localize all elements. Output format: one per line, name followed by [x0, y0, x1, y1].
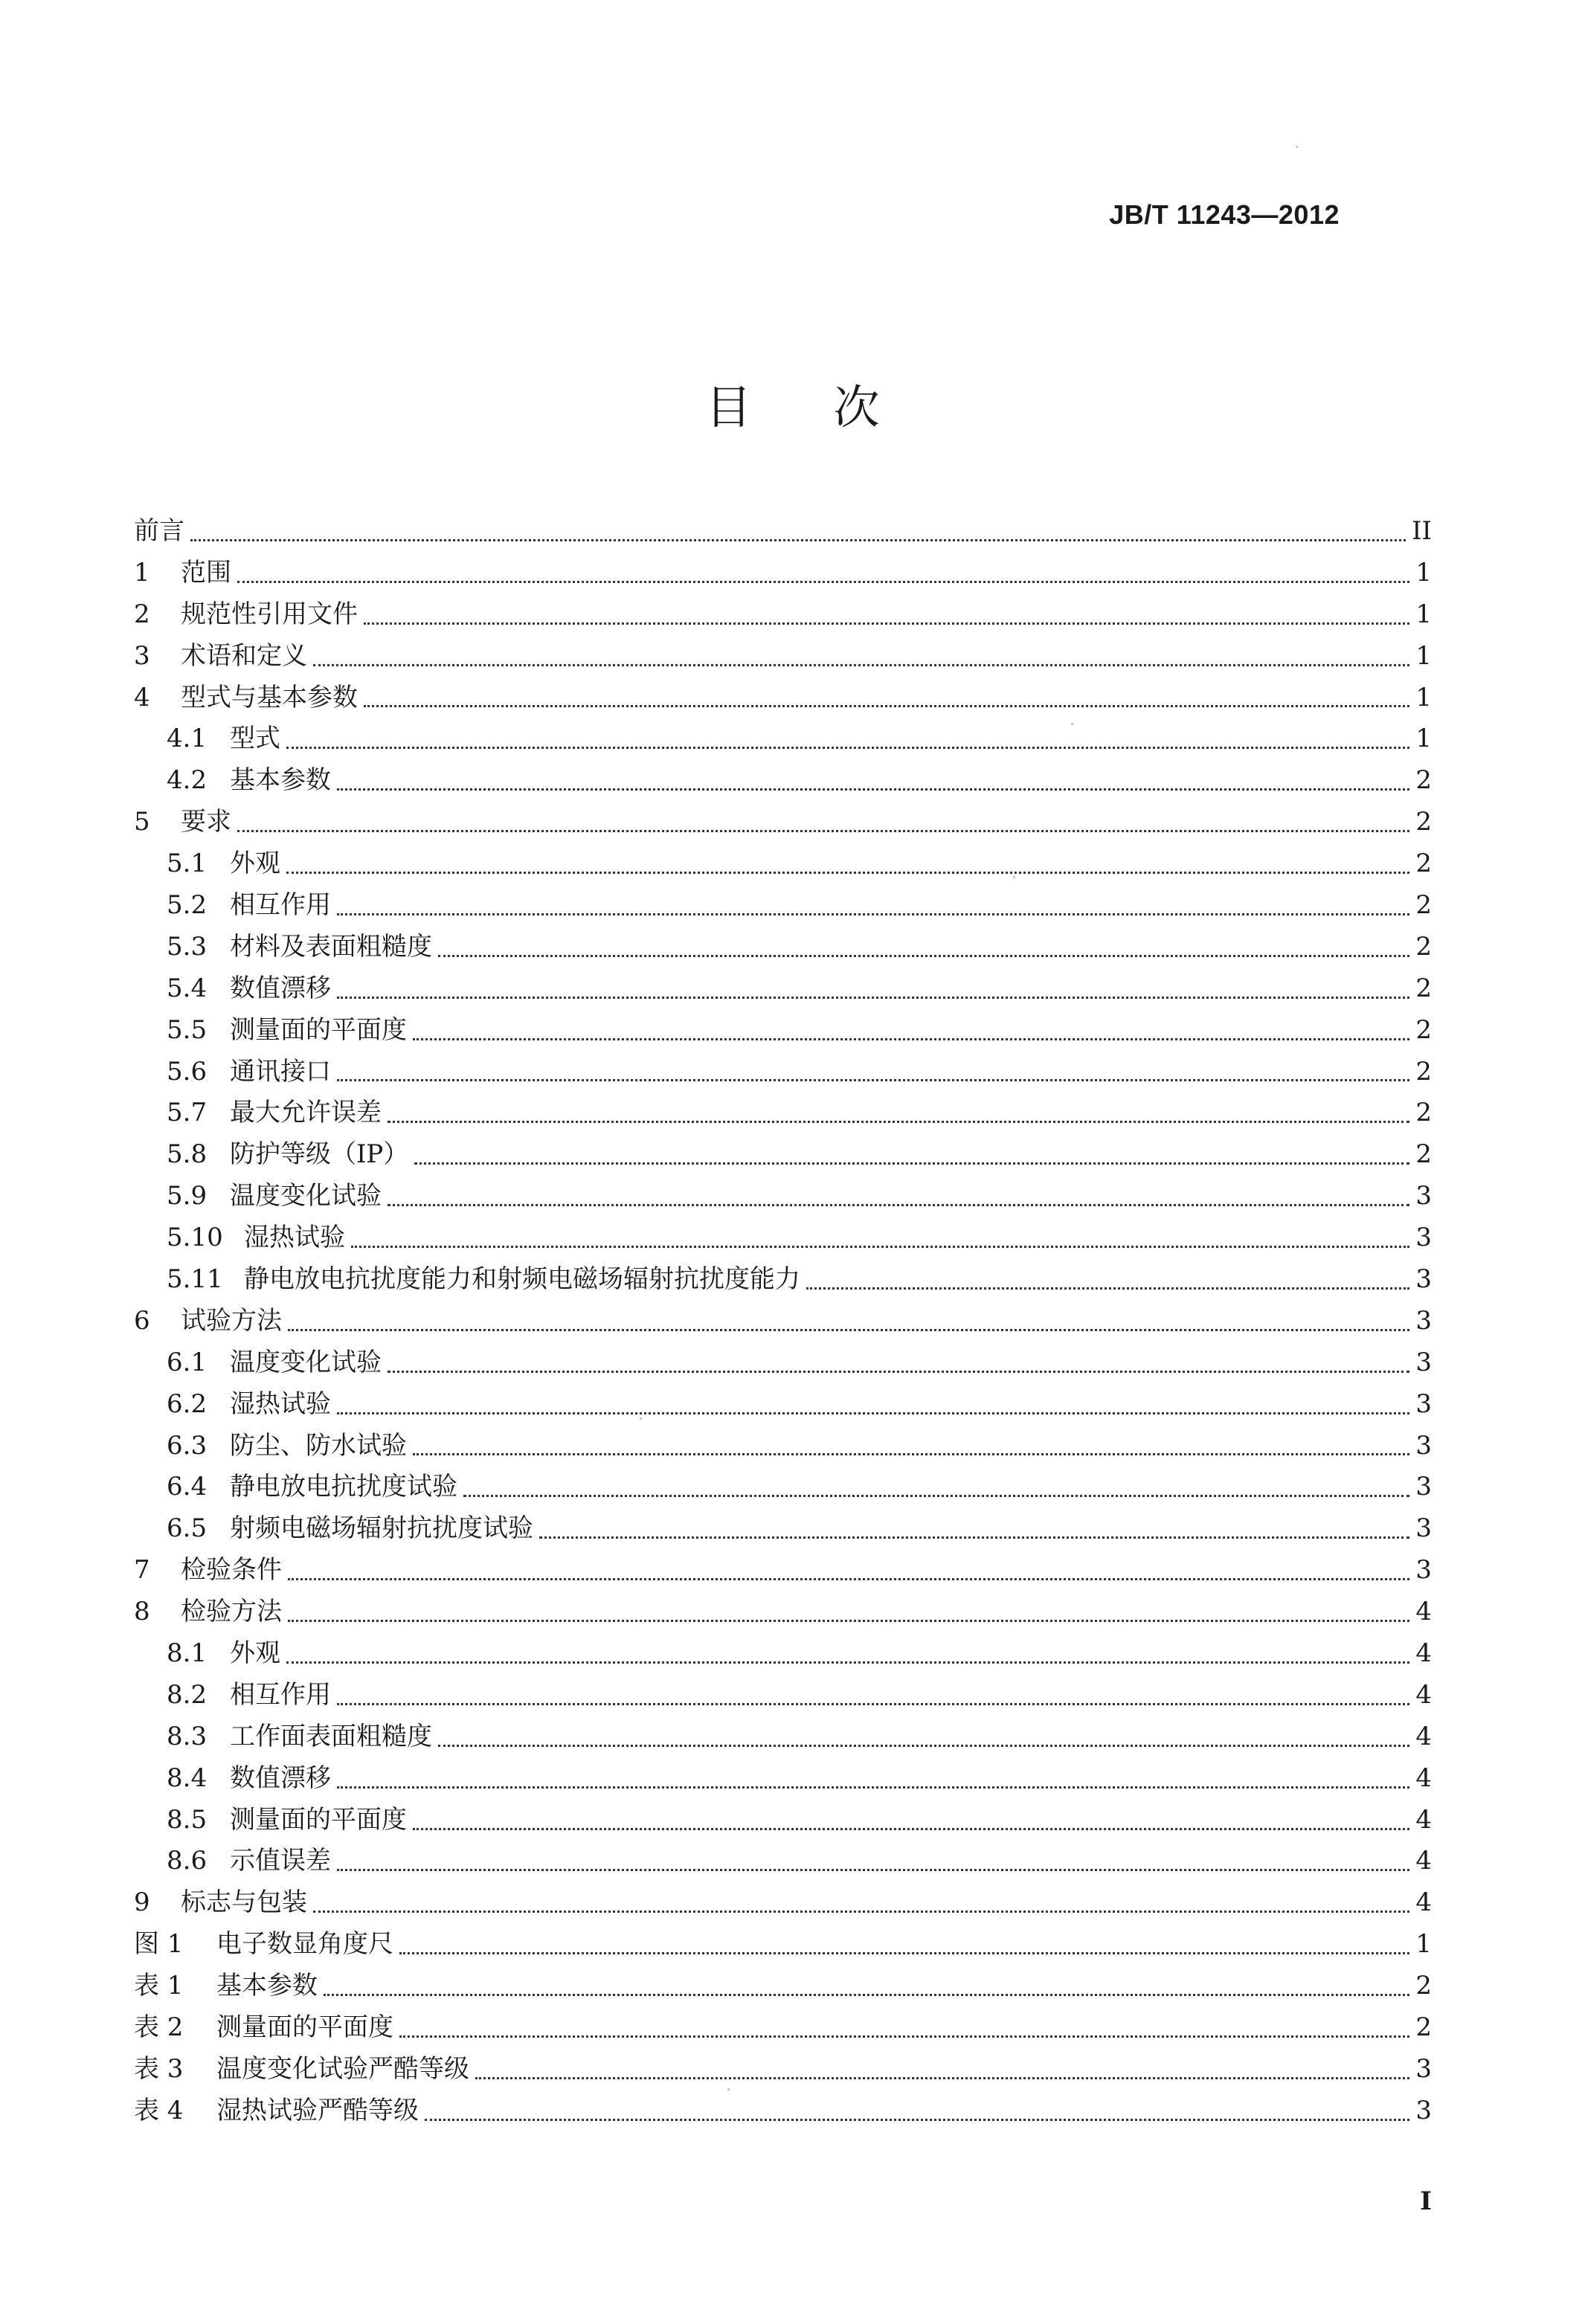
toc-entry-number: 表 4	[134, 2095, 184, 2125]
toc-entry-number: 5.4	[167, 973, 208, 1003]
toc-entry-page: 2	[1415, 2012, 1432, 2042]
toc-entry[interactable]	[134, 593, 1432, 635]
toc-entry-page: 1	[1415, 724, 1432, 754]
dot-leader	[539, 1536, 1409, 1539]
toc-entry-number: 2	[134, 599, 150, 629]
toc-entry-page: 2	[1415, 1056, 1432, 1087]
dot-leader	[425, 2119, 1409, 2121]
toc-entry-title: 静电放电抗扰度能力和射频电磁场辐射抗扰度能力	[244, 1264, 800, 1294]
toc-entry-number: 图 1	[134, 1929, 184, 1960]
standard-code: JB/T 11243—2012	[1109, 199, 1340, 230]
dot-leader	[337, 1869, 1409, 1871]
toc-entry-number: 1	[134, 557, 150, 588]
scan-speck	[1013, 876, 1015, 878]
toc-entry-page: 2	[1415, 1014, 1432, 1045]
toc-entry-page: 4	[1415, 1846, 1432, 1876]
toc-entry[interactable]	[134, 1092, 1432, 1133]
toc-entry-page: 2	[1415, 1098, 1432, 1128]
toc-entry-page: 3	[1415, 1430, 1432, 1461]
toc-entry-number: 5.1	[167, 849, 208, 879]
dot-leader	[324, 1994, 1409, 1996]
toc-entry-number: 5.2	[167, 889, 208, 920]
dot-leader	[286, 747, 1409, 749]
toc-entry-number: 6.4	[167, 1472, 208, 1502]
toc-entry-page: 4	[1415, 1763, 1432, 1793]
toc-entry-number: 5.9	[167, 1181, 208, 1211]
toc-entry-title: 术语和定义	[181, 640, 307, 671]
toc-entry-page: 1	[1415, 1929, 1432, 1960]
toc-entry-title: 工作面表面粗糙度	[230, 1721, 432, 1751]
dot-leader	[288, 1578, 1409, 1580]
toc-entry-page: 4	[1415, 1597, 1432, 1627]
toc-entry-title: 材料及表面粗糙度	[230, 931, 432, 962]
dot-leader	[399, 2035, 1409, 2038]
toc-entry-title: 温度变化试验	[230, 1347, 382, 1377]
dot-leader	[388, 1371, 1409, 1373]
dot-leader	[388, 1121, 1409, 1123]
toc-entry-title: 外观	[230, 1638, 280, 1668]
toc-entry-number: 6.3	[167, 1430, 208, 1461]
toc-entry-page: 1	[1415, 599, 1432, 629]
toc-entry-number: 5.7	[167, 1098, 208, 1128]
toc-entry[interactable]	[134, 1591, 1432, 1632]
toc-entry-title: 数值漂移	[230, 973, 331, 1003]
toc-entry-number: 4.1	[167, 724, 208, 754]
toc-entry-title: 湿热试验	[244, 1223, 345, 1253]
toc-entry-number: 6	[134, 1305, 150, 1336]
toc-entry-page: 2	[1415, 931, 1432, 962]
toc-entry[interactable]	[134, 677, 1432, 718]
dot-leader	[337, 788, 1409, 791]
toc-entry[interactable]	[134, 1217, 1432, 1258]
dot-leader	[388, 1204, 1409, 1206]
toc-entry[interactable]	[134, 968, 1432, 1009]
toc-entry-title: 试验方法	[181, 1305, 282, 1336]
toc-entry-number: 表 1	[134, 1971, 184, 2001]
toc-entry-page: 3	[1415, 1513, 1432, 1544]
toc-entry-title: 基本参数	[230, 765, 331, 796]
toc-entry[interactable]	[134, 635, 1432, 677]
toc-entry[interactable]	[134, 926, 1432, 968]
toc-entry-title: 通讯接口	[230, 1056, 331, 1087]
toc-entry-page: 2	[1415, 889, 1432, 920]
toc-entry-number: 8.3	[167, 1721, 208, 1751]
toc-entry-page: 4	[1415, 1679, 1432, 1710]
toc-entry-page: 3	[1415, 1223, 1432, 1253]
toc-entry[interactable]	[134, 1175, 1432, 1217]
dot-leader	[313, 664, 1409, 666]
toc-entry-title: 型式	[230, 724, 280, 754]
dot-leader	[438, 1745, 1409, 1747]
page-number: I	[1420, 2186, 1432, 2216]
toc-entry-page: 4	[1415, 1721, 1432, 1751]
toc-entry-page: 2	[1415, 807, 1432, 837]
dot-leader	[337, 913, 1409, 915]
toc-entry-title: 最大允许误差	[230, 1098, 382, 1128]
dot-leader	[806, 1287, 1409, 1290]
toc-entry-title: 静电放电抗扰度试验	[230, 1472, 457, 1502]
toc-entry[interactable]	[134, 1425, 1432, 1467]
scan-speck	[1296, 146, 1298, 148]
toc-entry-title: 规范性引用文件	[181, 599, 358, 629]
dot-leader	[337, 1786, 1409, 1789]
toc-entry-title: 防尘、防水试验	[230, 1430, 407, 1461]
toc-entry[interactable]	[134, 1882, 1432, 1923]
toc-entry-title: 湿热试验	[230, 1388, 331, 1419]
toc-entry[interactable]	[134, 2090, 1432, 2131]
toc-entry[interactable]	[134, 1965, 1432, 2006]
table-of-contents	[134, 510, 1432, 2131]
dot-leader	[286, 872, 1409, 874]
toc-entry[interactable]	[134, 1716, 1432, 1757]
toc-entry-page: 3	[1415, 1305, 1432, 1336]
dot-leader	[413, 1453, 1409, 1455]
toc-entry-number: 4	[134, 682, 150, 712]
dot-leader	[337, 1412, 1409, 1414]
toc-entry-page: 4	[1415, 1804, 1432, 1835]
toc-entry-number: 5.8	[167, 1139, 208, 1170]
dot-leader	[237, 581, 1409, 583]
toc-entry[interactable]	[134, 1799, 1432, 1841]
toc-entry-title: 相互作用	[230, 889, 331, 920]
dot-leader	[364, 705, 1409, 707]
toc-entry-page: 3	[1415, 1181, 1432, 1211]
toc-entry-title: 检验条件	[181, 1555, 282, 1586]
toc-entry-number: 8.4	[167, 1763, 208, 1793]
scan-speck	[1071, 723, 1073, 725]
toc-entry-page: II	[1412, 515, 1432, 546]
toc-entry-number: 5.10	[167, 1223, 223, 1253]
toc-entry-page: 3	[1415, 1347, 1432, 1377]
toc-entry-number: 3	[134, 640, 150, 671]
dot-leader	[413, 1038, 1409, 1040]
toc-entry-number: 5.11	[167, 1264, 223, 1294]
toc-entry-number: 5.6	[167, 1056, 208, 1087]
page-title: 目次	[705, 380, 962, 434]
toc-entry-page: 4	[1415, 1638, 1432, 1668]
scan-speck	[727, 2088, 730, 2090]
toc-entry[interactable]	[134, 1383, 1432, 1425]
toc-entry-page: 3	[1415, 1388, 1432, 1419]
dot-leader	[286, 1661, 1409, 1664]
dot-leader	[351, 1246, 1409, 1248]
toc-entry-page: 3	[1415, 2095, 1432, 2125]
toc-entry-page: 2	[1415, 765, 1432, 796]
toc-entry-number: 5.3	[167, 931, 208, 962]
toc-entry[interactable]	[134, 843, 1432, 884]
toc-entry[interactable]	[134, 1507, 1432, 1549]
toc-entry-number: 9	[134, 1887, 150, 1918]
toc-entry[interactable]	[134, 1051, 1432, 1092]
toc-entry[interactable]	[134, 2048, 1432, 2090]
dot-leader	[237, 830, 1409, 832]
toc-entry-title: 湿热试验严酷等级	[216, 2095, 419, 2125]
toc-entry-number: 5	[134, 807, 150, 837]
toc-entry-title: 范围	[181, 557, 231, 588]
toc-entry[interactable]	[134, 1466, 1432, 1507]
dot-leader	[463, 1495, 1409, 1497]
dot-leader	[337, 997, 1409, 999]
toc-entry-title: 要求	[181, 807, 231, 837]
toc-entry-title: 射频电磁场辐射抗扰度试验	[230, 1513, 533, 1544]
toc-entry-title: 外观	[230, 849, 280, 879]
toc-entry[interactable]	[134, 1549, 1432, 1591]
toc-entry[interactable]	[134, 759, 1432, 801]
dot-leader	[337, 1079, 1409, 1081]
toc-entry-title: 示值误差	[230, 1846, 331, 1876]
toc-entry-page: 4	[1415, 1887, 1432, 1918]
toc-entry-title: 相互作用	[230, 1679, 331, 1710]
toc-entry-page: 3	[1415, 1472, 1432, 1502]
toc-entry-title: 温度变化试验	[230, 1181, 382, 1211]
toc-entry[interactable]	[134, 1342, 1432, 1383]
toc-entry-title: 数值漂移	[230, 1763, 331, 1793]
toc-entry-page: 3	[1415, 2053, 1432, 2084]
toc-entry[interactable]	[134, 801, 1432, 843]
toc-entry-page: 2	[1415, 1139, 1432, 1170]
toc-entry[interactable]	[134, 1258, 1432, 1300]
toc-entry[interactable]	[134, 884, 1432, 926]
toc-entry[interactable]	[134, 1133, 1432, 1175]
toc-entry[interactable]	[134, 1632, 1432, 1674]
toc-entry-title: 前言	[134, 515, 184, 546]
toc-entry[interactable]	[134, 552, 1432, 593]
toc-entry-title: 测量面的平面度	[216, 2012, 393, 2042]
toc-entry[interactable]	[134, 1841, 1432, 1882]
toc-entry[interactable]	[134, 718, 1432, 759]
toc-entry-title: 标志与包装	[181, 1887, 307, 1918]
dot-leader	[337, 1703, 1409, 1705]
dot-leader	[414, 1162, 1409, 1165]
dot-leader	[413, 1828, 1409, 1830]
toc-entry-page: 2	[1415, 973, 1432, 1003]
dot-leader	[288, 1620, 1409, 1622]
toc-entry-number: 6.2	[167, 1388, 208, 1419]
toc-entry-title: 电子数显角度尺	[216, 1929, 393, 1960]
toc-entry-title: 基本参数	[216, 1971, 318, 2001]
toc-entry[interactable]	[134, 1757, 1432, 1799]
toc-entry-page: 1	[1415, 682, 1432, 712]
toc-entry-page: 2	[1415, 1971, 1432, 2001]
toc-entry-number: 8.1	[167, 1638, 208, 1668]
toc-entry-number: 表 3	[134, 2053, 184, 2084]
toc-entry-number: 8.5	[167, 1804, 208, 1835]
toc-entry-number: 7	[134, 1555, 150, 1586]
scan-speck	[640, 1417, 642, 1420]
dot-leader	[438, 955, 1409, 957]
toc-entry-title: 温度变化试验严酷等级	[216, 2053, 469, 2084]
toc-entry-page: 3	[1415, 1264, 1432, 1294]
toc-entry[interactable]	[134, 1923, 1432, 1965]
toc-entry[interactable]	[134, 1674, 1432, 1716]
toc-entry-number: 4.2	[167, 765, 208, 796]
toc-entry-title: 检验方法	[181, 1597, 282, 1627]
toc-entry-number: 6.1	[167, 1347, 208, 1377]
dot-leader	[399, 1952, 1409, 1954]
toc-entry-page: 2	[1415, 849, 1432, 879]
dot-leader	[313, 1911, 1409, 1913]
toc-entry-number: 表 2	[134, 2012, 184, 2042]
toc-entry[interactable]	[134, 2006, 1432, 2048]
toc-entry-page: 1	[1415, 640, 1432, 671]
dot-leader	[190, 539, 1406, 541]
toc-entry-title: 测量面的平面度	[230, 1804, 407, 1835]
toc-entry-number: 8	[134, 1597, 150, 1627]
toc-entry-number: 8.2	[167, 1679, 208, 1710]
toc-entry[interactable]	[134, 1009, 1432, 1051]
toc-entry-title: 型式与基本参数	[181, 682, 358, 712]
toc-entry[interactable]	[134, 1300, 1432, 1342]
dot-leader	[288, 1329, 1409, 1331]
toc-entry-number: 6.5	[167, 1513, 208, 1544]
dot-leader	[364, 622, 1409, 625]
toc-entry[interactable]	[134, 510, 1432, 552]
dot-leader	[475, 2077, 1409, 2079]
toc-entry-title: 防护等级（IP）	[230, 1139, 409, 1170]
toc-entry-page: 1	[1415, 557, 1432, 588]
toc-entry-title: 测量面的平面度	[230, 1014, 407, 1045]
toc-entry-number: 8.6	[167, 1846, 208, 1876]
toc-entry-page: 3	[1415, 1555, 1432, 1586]
toc-entry-number: 5.5	[167, 1014, 208, 1045]
